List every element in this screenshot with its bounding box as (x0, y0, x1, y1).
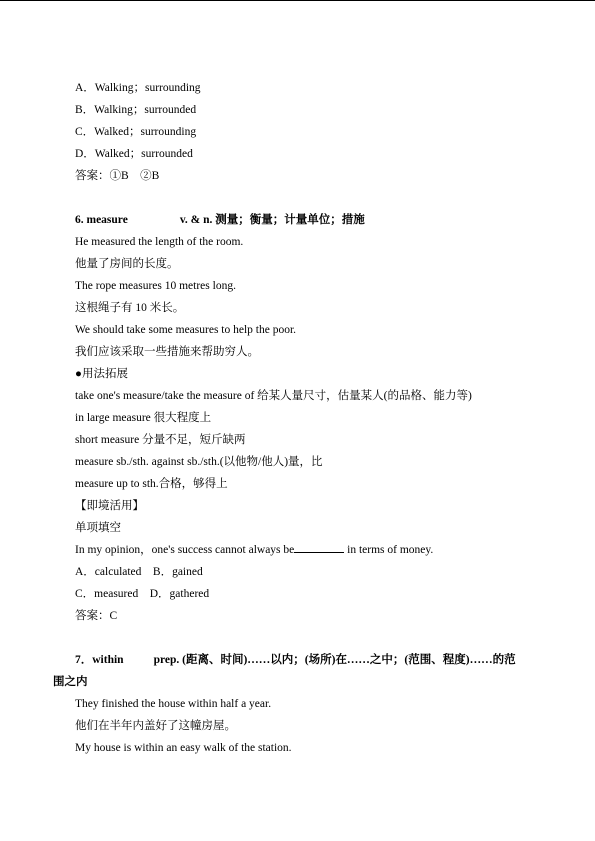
entry6-example-2: The rope measures 10 metres long. (75, 280, 236, 292)
usage-3: short measure 分量不足，短斤缺两 (75, 434, 246, 446)
top-rule (0, 0, 595, 1)
practice-question (75, 539, 575, 561)
entry7-word: 7．within (75, 654, 124, 666)
question-before: In my opinion，one's success cannot always be (75, 544, 295, 556)
practice-options-1: A．calculated B．gained (75, 566, 203, 578)
entry6-example-1: He measured the length of the room. (75, 236, 244, 248)
option-c: C．Walked；surrounding (75, 126, 197, 138)
entry6-example-3: We should take some measures to help the poor. (75, 324, 297, 336)
usage-title: ●用法拓展 (75, 368, 128, 380)
entry6-example-1-cn: 他量了房间的长度。 (75, 258, 179, 270)
entry6-example-3-cn: 我们应该采取一些措施来帮助穷人。 (75, 346, 259, 358)
answer-prev: 答案：①B ②B (75, 170, 160, 182)
document-page (53, 77, 575, 759)
option-d: D．Walked；surrounded (75, 148, 193, 160)
option-a: A．Walking；surrounding (75, 82, 201, 94)
practice-title: 【即境活用】 (75, 500, 144, 512)
option-b: B．Walking；surrounded (75, 104, 197, 116)
usage-5: measure up to sth.合格，够得上 (75, 478, 228, 490)
usage-4: measure sb./sth. against sb./sth.(以他物/他人)量，比 (75, 456, 323, 468)
entry7-example-2: My house is within an easy walk of the station. (75, 742, 292, 754)
practice-answer: 答案：C (75, 610, 118, 622)
entry7-pos: prep. (距离、时间)……以内；(场所)在……之中；(范围、程度)……的范 (153, 654, 516, 666)
answer-blank (294, 542, 344, 553)
entry7-heading (75, 649, 575, 671)
usage-1: take one's measure/take the measure of 给某人量尺寸，估量某人(的品格、能力等) (75, 390, 472, 402)
entry7-pos-cont: 围之内 (53, 676, 88, 688)
entry6-pos: v. & n. 测量；衡量；计量单位；措施 (179, 214, 365, 226)
entry6-heading (75, 209, 575, 231)
entry7-example-1: They finished the house within half a year. (75, 698, 272, 710)
usage-2: in large measure 很大程度上 (75, 412, 212, 424)
practice-options-2: C．measured D．gathered (75, 588, 210, 600)
entry7-example-1-cn: 他们在半年内盖好了这幢房屋。 (75, 720, 236, 732)
entry6-word: 6. measure (75, 214, 128, 226)
practice-type: 单项填空 (75, 522, 121, 534)
question-after: in terms of money. (344, 544, 434, 556)
entry6-example-2-cn: 这根绳子有 10 米长。 (75, 302, 185, 314)
